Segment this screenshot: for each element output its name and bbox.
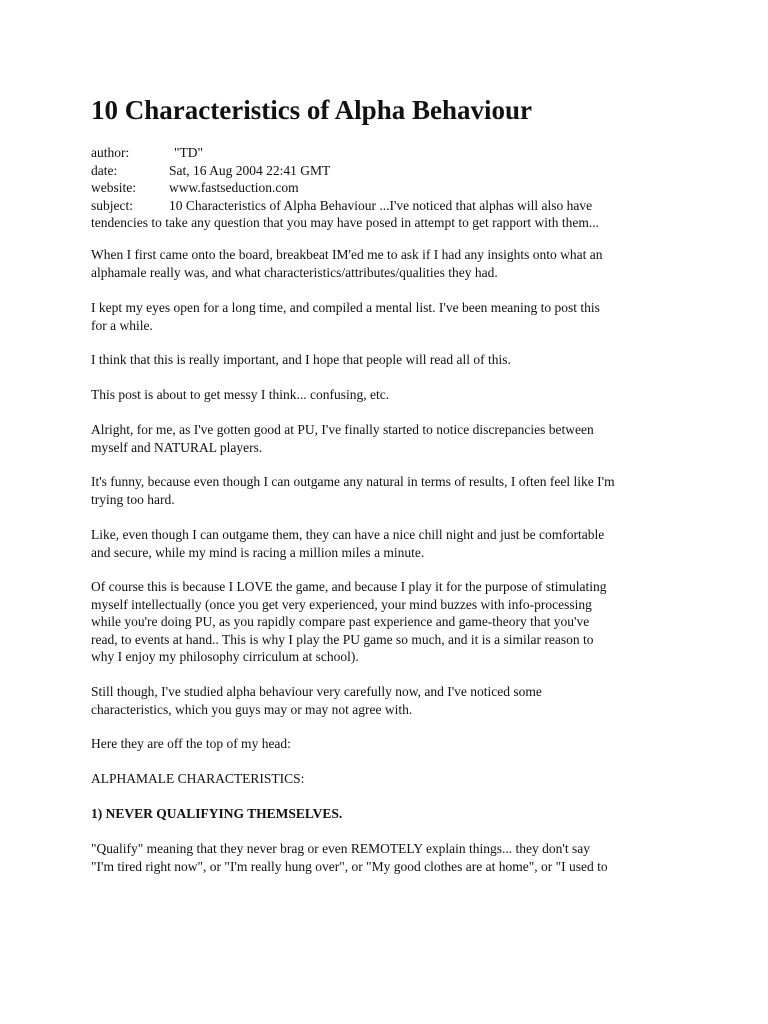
- paragraph: [91, 473, 691, 508]
- section-heading: [91, 770, 691, 788]
- text-line: why I enjoy my philosophy cirriculum at school).: [91, 649, 359, 664]
- paragraph: [91, 735, 691, 753]
- text-line: read, to events at hand.. This is why I play the PU game so much, and it is a similar reason to: [91, 631, 594, 647]
- characteristic-heading: [91, 805, 691, 823]
- text-line: Alright, for me, as I've gotten good at PU, I've finally started to notice discrepancies between: [91, 422, 594, 437]
- meta-website-label: website:: [91, 180, 136, 195]
- meta-subject-value: 10 Characteristics of Alpha Behaviour ...I've noticed that alphas will also have: [169, 197, 593, 213]
- text-line: When I first came onto the board, breakbeat IM'ed me to ask if I had any insights onto what an: [91, 247, 603, 262]
- meta-subject-row: [91, 197, 691, 215]
- text-line: This post is about to get messy I think... confusing, etc.: [91, 387, 390, 402]
- paragraph: [91, 351, 691, 369]
- meta-website-value: www.fastseduction.com: [169, 180, 299, 195]
- meta-author-row: [91, 144, 691, 162]
- document-title: 10 Characteristics of Alpha Behaviour: [91, 95, 532, 125]
- paragraph: [91, 299, 691, 334]
- text-line: trying too hard.: [91, 491, 175, 507]
- text-line: for a while.: [91, 317, 153, 333]
- text-line: Of course this is because I LOVE the game, and because I play it for the purpose of stimulating: [91, 579, 607, 594]
- text-line: myself intellectually (once you get very experienced, your mind buzzes with info-processing: [91, 596, 592, 612]
- meta-date-row: [91, 162, 691, 180]
- text-line: Like, even though I can outgame them, they can have a nice chill night and just be comfortable: [91, 527, 605, 542]
- text-line: characteristics, which you guys may or may not agree with.: [91, 701, 413, 717]
- text-line: while you're doing PU, as you rapidly compare past experience and game-theory that you've: [91, 614, 590, 629]
- text-line: I kept my eyes open for a long time, and compiled a mental list. I've been meaning to post this: [91, 300, 600, 315]
- paragraph: [91, 246, 691, 281]
- paragraph: [91, 421, 691, 456]
- meta-date-label: date:: [91, 162, 118, 178]
- meta-author-value: "TD": [174, 145, 204, 160]
- paragraph: [91, 840, 691, 875]
- paragraph: [91, 578, 691, 666]
- text-line: It's funny, because even though I can outgame any natural in terms of results, I often feel like I'm: [91, 474, 615, 489]
- text-line: alphamale really was, and what characteristics/attributes/qualities they had.: [91, 264, 498, 280]
- text-line: I think that this is really important, and I hope that people will read all of this.: [91, 352, 511, 367]
- post-metadata: [91, 144, 691, 232]
- paragraph: [91, 386, 691, 404]
- text-line: myself and NATURAL players.: [91, 439, 263, 455]
- text-line: "Qualify" meaning that they never brag or even REMOTELY explain things... they don't say: [91, 841, 590, 856]
- paragraph: [91, 526, 691, 561]
- text-line: Here they are off the top of my head:: [91, 736, 291, 751]
- meta-author-label: author:: [91, 145, 130, 160]
- text-line: ALPHAMALE CHARACTERISTICS:: [91, 771, 305, 786]
- text-line: 1) NEVER QUALIFYING THEMSELVES.: [91, 806, 343, 821]
- meta-subject-continuation: tendencies to take any question that you may have posed in attempt to get rapport with them...: [91, 215, 599, 230]
- paragraph: [91, 683, 691, 718]
- meta-subject-label: subject:: [91, 197, 133, 213]
- text-line: Still though, I've studied alpha behaviour very carefully now, and I've noticed some: [91, 684, 542, 699]
- text-line: and secure, while my mind is racing a million miles a minute.: [91, 544, 425, 560]
- meta-website-row: [91, 179, 691, 197]
- meta-date-value: Sat, 16 Aug 2004 22:41 GMT: [169, 162, 331, 178]
- text-line: "I'm tired right now", or "I'm really hung over", or "My good clothes are at home", or "I used to: [91, 858, 608, 874]
